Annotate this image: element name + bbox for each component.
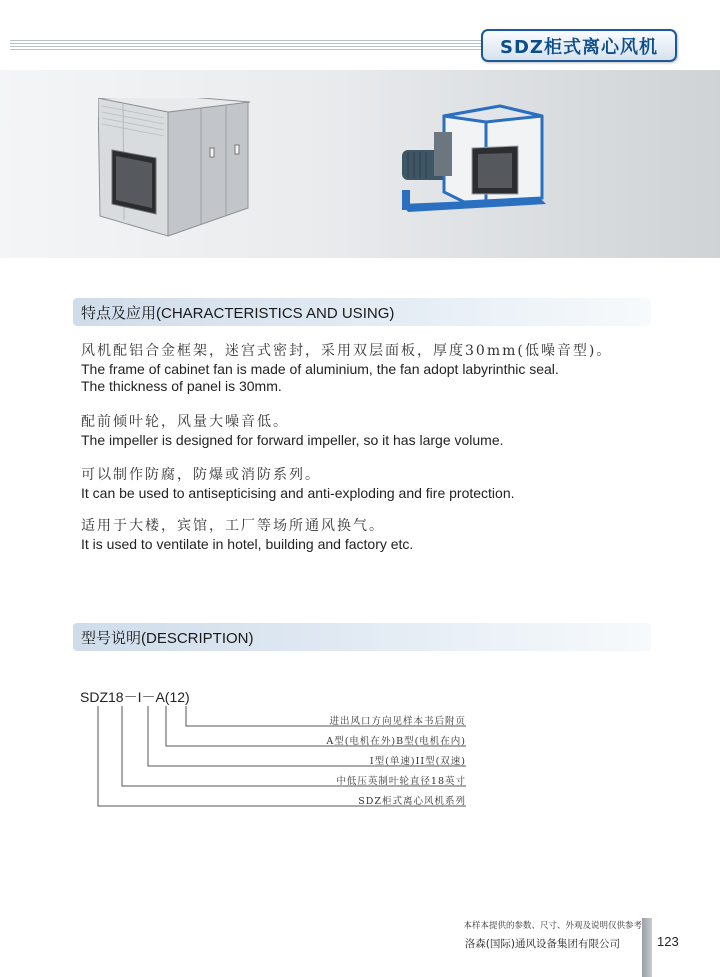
feature-3-en: It can be used to antisepticising and anti-exploding and fire protection. [81,484,515,501]
page-title: SDZ柜式离心风机 [500,36,658,58]
desc-label-series: SDZ柜式离心风机系列 [358,796,466,807]
description-heading: 型号说明(DESCRIPTION) [81,629,254,647]
feature-2-cn: 配前倾叶轮，风量大噪音低。 [81,414,289,430]
desc-label-outlet-direction: 进出风口方向见样本书后附页 [329,716,466,727]
feature-4-cn: 适用于大楼，宾馆，工厂等场所通风换气。 [81,518,385,534]
desc-label-motor-position: A型(电机在外)B型(电机在内) [326,736,466,747]
feature-1-cn: 风机配铝合金框架，迷宫式密封，采用双层面板，厚度30mm(低噪音型)。 [81,343,613,359]
feature-4-en: It is used to ventilate in hotel, building and factory etc. [81,535,414,552]
desc-label-impeller-diameter: 中低压英制叶轮直径18英寸 [336,776,466,787]
model-code: SDZ18－I－A(12) [80,689,190,705]
feature-2-en: The impeller is designed for forward impeller, so it has large volume. [81,431,504,448]
footer-company: 洛森(国际)通风设备集团有限公司 [464,938,620,950]
desc-label-speed-type: I型(单速)II型(双速) [369,756,466,767]
feature-1-en: The frame of cabinet fan is made of aluminium, the fan adopt labyrinthic seal. [81,360,559,377]
characteristics-heading: 特点及应用(CHARACTERISTICS AND USING) [81,304,395,322]
footer-disclaimer: 本样本提供的参数、尺寸、外观及说明仅供参考 [463,921,642,931]
feature-1-en-2: The thickness of panel is 30mm. [81,378,282,394]
page-number: 123 [657,934,679,949]
footer-bar [642,918,652,977]
feature-3-cn: 可以制作防腐，防爆或消防系列。 [81,467,321,483]
